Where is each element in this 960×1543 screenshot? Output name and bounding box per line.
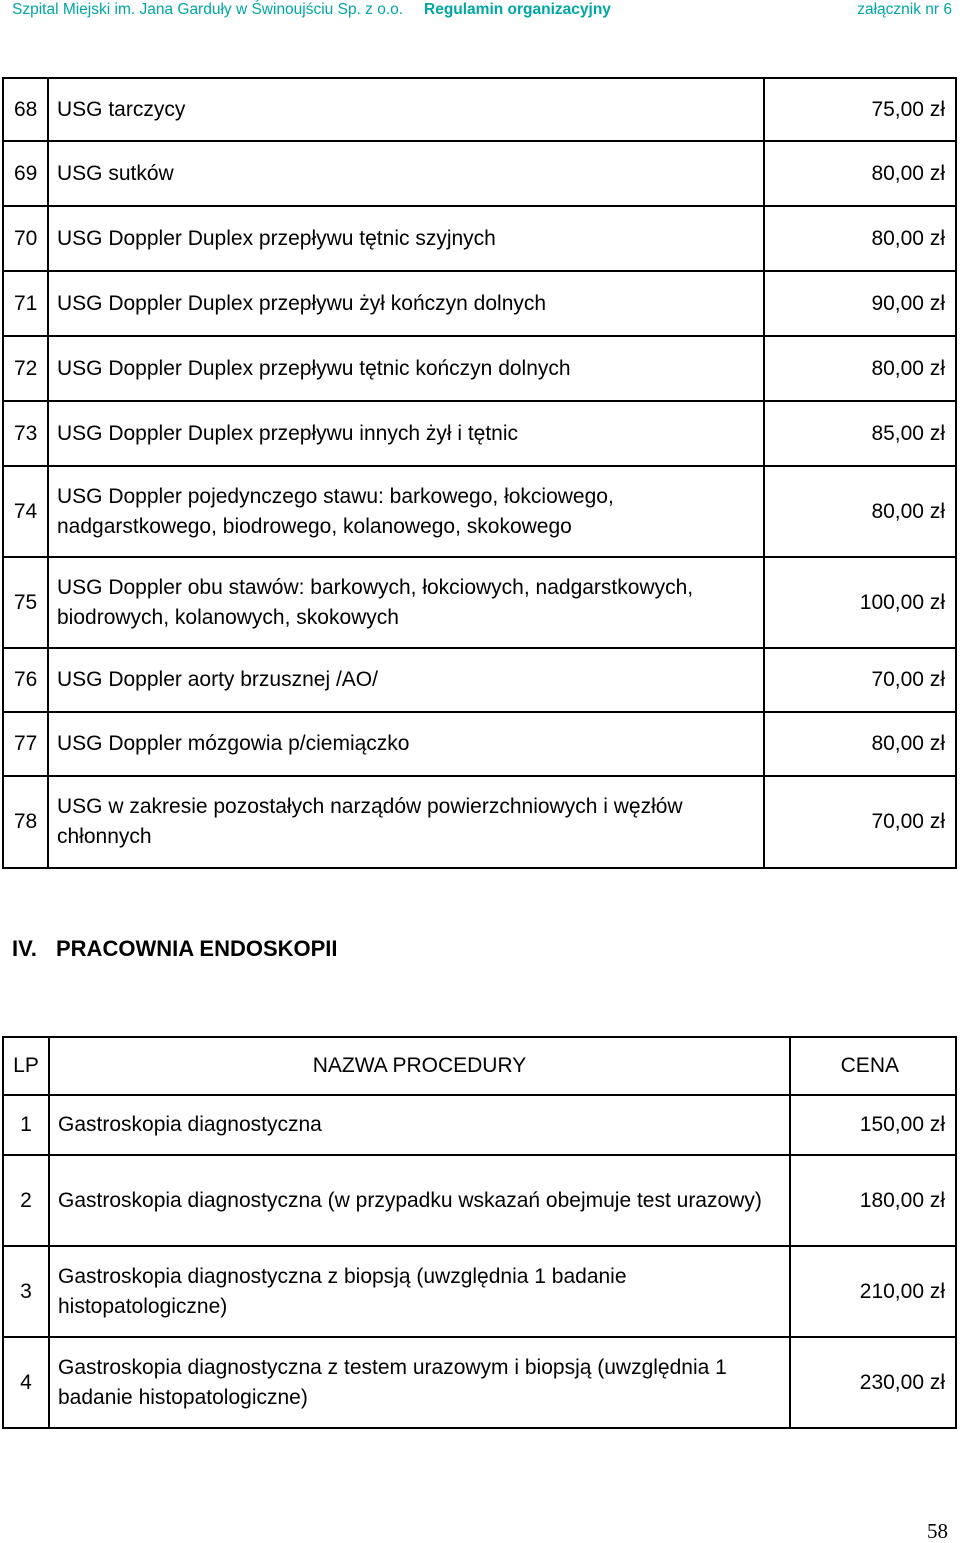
procedure-price: 180,00 zł [789, 1156, 957, 1247]
row-lp: 77 [2, 713, 47, 777]
row-lp: 73 [2, 402, 47, 467]
row-lp: 78 [2, 777, 47, 869]
table-row [2, 1096, 957, 1156]
row-lp: 75 [2, 558, 47, 649]
procedure-price: 70,00 zł [763, 649, 957, 713]
row-lp: 68 [2, 77, 47, 142]
table-row [2, 777, 957, 869]
table-row [2, 1156, 957, 1247]
procedure-price: 150,00 zł [789, 1096, 957, 1156]
page-number: 58 [927, 1519, 948, 1543]
header-price: CENA [789, 1036, 957, 1096]
procedure-name: USG Doppler Duplex przepływu innych żył i tętnic [47, 402, 763, 467]
document-title: Regulamin organizacyjny [424, 1, 611, 18]
table-row [2, 1338, 957, 1429]
row-lp: 2 [2, 1156, 48, 1247]
table-header-row [2, 1036, 957, 1096]
procedure-name: USG Doppler mózgowia p/ciemiączko [47, 713, 763, 777]
section-number: IV. [12, 936, 37, 961]
procedure-price: 90,00 zł [763, 272, 957, 337]
table-row [2, 713, 957, 777]
row-lp: 76 [2, 649, 47, 713]
row-lp: 3 [2, 1247, 48, 1338]
procedure-price: 80,00 zł [763, 467, 957, 558]
header-lp: LP [2, 1036, 48, 1096]
endoscopy-price-table [2, 1036, 957, 1429]
row-lp: 72 [2, 337, 47, 402]
procedure-name: USG tarczycy [47, 77, 763, 142]
row-lp: 71 [2, 272, 47, 337]
page-header [12, 0, 952, 20]
procedure-price: 80,00 zł [763, 142, 957, 207]
row-lp: 74 [2, 467, 47, 558]
procedure-price: 80,00 zł [763, 713, 957, 777]
procedure-name: USG sutków [47, 142, 763, 207]
procedure-price: 85,00 zł [763, 402, 957, 467]
procedure-name: USG w zakresie pozostałych narządów powierzchniowych i węzłów chłonnych [47, 777, 763, 869]
section-title: PRACOWNIA ENDOSKOPII [56, 936, 338, 961]
procedure-price: 210,00 zł [789, 1247, 957, 1338]
attachment-label: załącznik nr 6 [857, 1, 952, 18]
row-lp: 1 [2, 1096, 48, 1156]
table-row [2, 337, 957, 402]
procedure-name: USG Doppler Duplex przepływu tętnic szyjnych [47, 207, 763, 272]
procedure-price: 230,00 zł [789, 1338, 957, 1429]
procedure-name: Gastroskopia diagnostyczna z biopsją (uwzględnia 1 badanie histopatologiczne) [48, 1247, 789, 1338]
procedure-price: 80,00 zł [763, 207, 957, 272]
procedure-name: USG Doppler pojedynczego stawu: barkowego, łokciowego, nadgarstkowego, biodrowego, kolanowego, skokowego [47, 467, 763, 558]
table-row [2, 77, 957, 142]
procedure-price: 80,00 zł [763, 337, 957, 402]
table-row [2, 402, 957, 467]
procedure-price: 75,00 zł [763, 77, 957, 142]
row-lp: 70 [2, 207, 47, 272]
row-lp: 4 [2, 1338, 48, 1429]
table-row [2, 142, 957, 207]
usg-price-table [2, 77, 957, 869]
procedure-name: USG Doppler obu stawów: barkowych, łokciowych, nadgarstkowych, biodrowych, kolanowych, skokowych [47, 558, 763, 649]
section-heading [12, 934, 338, 964]
hospital-name: Szpital Miejski im. Jana Garduły w Świnoujściu Sp. z o.o. [12, 1, 404, 18]
procedure-name: Gastroskopia diagnostyczna (w przypadku wskazań obejmuje test urazowy) [48, 1156, 789, 1247]
procedure-name: Gastroskopia diagnostyczna z testem urazowym i biopsją (uwzględnia 1 badanie histopatologiczne) [48, 1338, 789, 1429]
table-row [2, 467, 957, 558]
procedure-name: USG Doppler aorty brzusznej /AO/ [47, 649, 763, 713]
procedure-name: USG Doppler Duplex przepływu tętnic kończyn dolnych [47, 337, 763, 402]
row-lp: 69 [2, 142, 47, 207]
table-row [2, 272, 957, 337]
table-row [2, 649, 957, 713]
procedure-name: Gastroskopia diagnostyczna [48, 1096, 789, 1156]
table-row [2, 558, 957, 649]
header-procedure-name: NAZWA PROCEDURY [48, 1036, 789, 1096]
table-row [2, 1247, 957, 1338]
table-row [2, 207, 957, 272]
procedure-name: USG Doppler Duplex przepływu żył kończyn dolnych [47, 272, 763, 337]
procedure-price: 70,00 zł [763, 777, 957, 869]
procedure-price: 100,00 zł [763, 558, 957, 649]
